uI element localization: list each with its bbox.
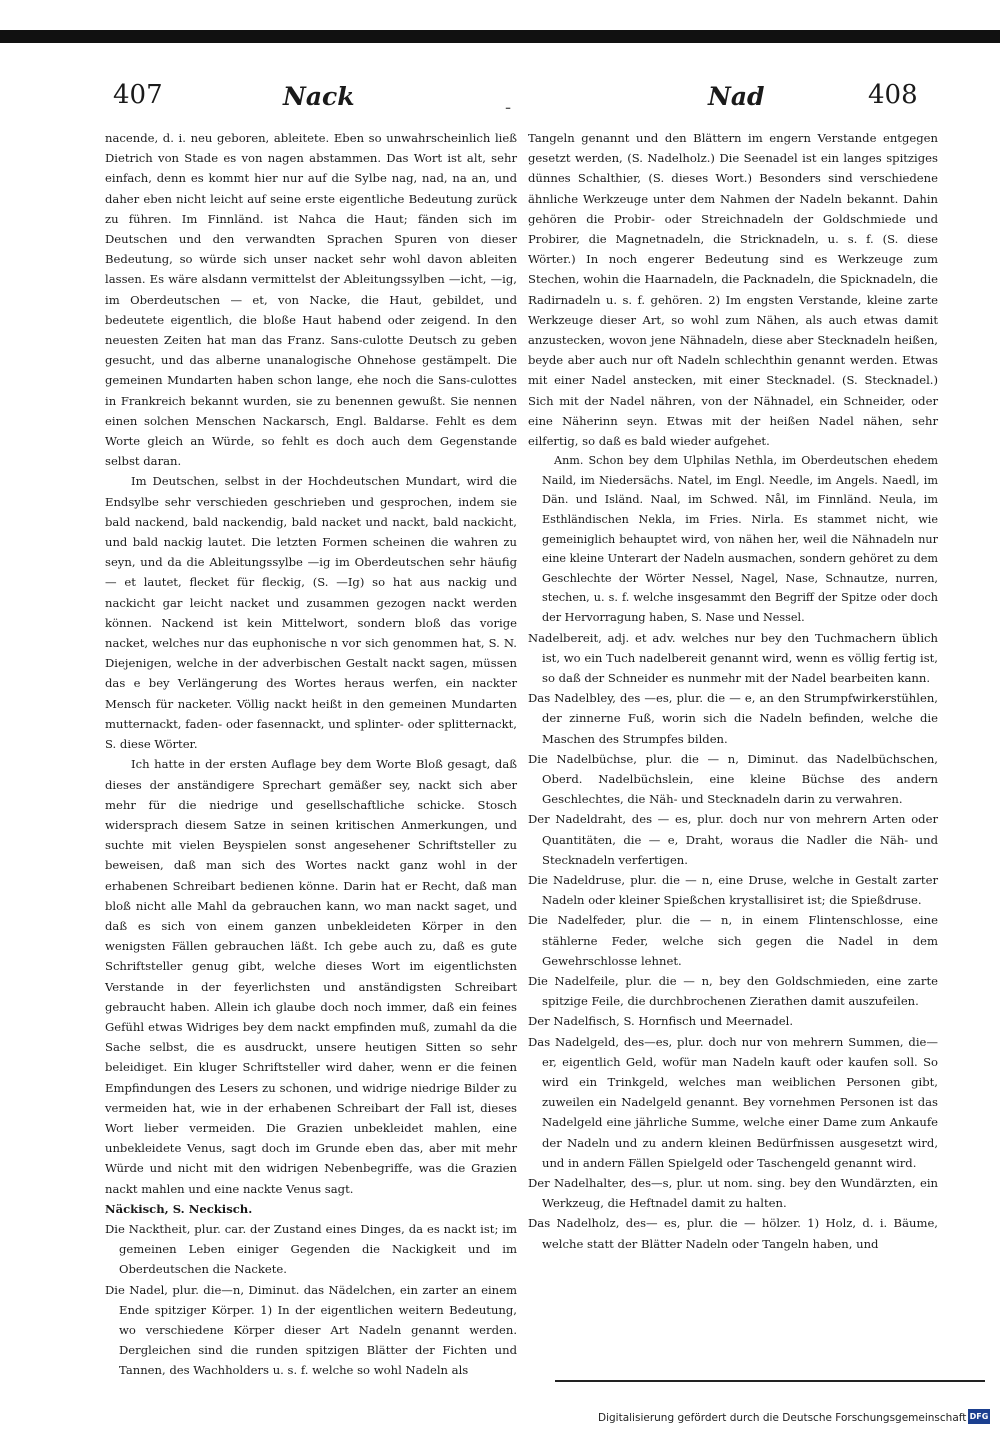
scan-top-border	[0, 30, 1000, 43]
paragraph: Ich hatte in der ersten Auflage bey dem Worte Bloß gesagt, daß dieses der anständigere Sprechart gemäßer sey, nackt sich aber mehr für die niedrige und gesellschaftliche schicke. Stosch widersprach diesem Satze in seinen kritischen Anmerkungen, und suchte mit vielen Beyspielen sonst angesehener Schriftsteller zu beweisen, daß man sich des Wortes nackt ganz wohl in der erhabenen Schreibart bedienen könne. Darin hat er Recht, daß man bloß nicht alle Mahl da gebrauchen kann, wo man nackt saget, und daß es sich von einem ganzen unbekleideten Körper in den wenigsten Fällen gebrauchen läßt. Ich gebe auch zu, daß es gute Schriftsteller genug gibt, welche dieses Wort im eigentlichsten Verstande in der feyerlichsten und anständigsten Schreibart gebraucht haben. Allein ich glaube doch noch immer, daß ein feines Gefühl etwas Widriges bey dem nackt empfinden muß, zumahl da die Sache selbst, die es ausdruckt, unsere heutigen Sitten so sehr beleidiget. Ein kluger Schriftsteller wird daher, wenn er die feinen Empfindungen des Lesers zu schonen, und widrige niedrige Bilder zu vermeiden hat, wie in der erhabenen Schreibart der Fall ist, dieses Wort lieber vermeiden. Die Grazien unbekleidet mahlen, eine unbekleidete Venus, sagt doch im Grunde eben das, aber mit mehr Würde und nicht mit den widrigen Nebenbegriffe, was die Grazien nackt mahlen und eine nackte Venus sagt.	[105, 757, 517, 1196]
paragraph: Die Nadelbüchse, plur. die — n, Diminut. das Nadelbüchschen, Oberd. Nadelbüchslein, eine kleine Büchse des andern Geschlechtes, die Näh- und Stecknadeln darin zu verwahren.	[528, 751, 938, 807]
left-text-column	[105, 128, 517, 1378]
paragraph: nacende, d. i. neu geboren, ableitete. Eben so unwahrscheinlich ließ Dietrich von Stade es von nagen abstammen. Das Wort ist alt, sehr einfach, denn es kommt hier nur auf die Sylbe nag, nad, na an, und daher eben nicht leicht auf seine erste eigentliche Bedeutung zurück zu führen. Im Finnländ. ist Nahca die Haut; fänden sich im Deutschen und den verwandten Sprachen Spuren von dieser Bedeutung, so würde sich unser nacket sehr wohl davon ableiten lassen. Es wäre alsdann vermittelst der Ableitungssylben —icht, —ig, im Oberdeutschen — et, von Nacke, die Haut, gebildet, und bedeutete eigentlich, die bloße Haut habend oder zeigend. In den neuesten Zeiten hat man das Franz. Sans-culotte Deutsch zu geben gesucht, und das alberne unanalogische Ohnehose gestämpelt. Die gemeinen Mundarten haben schon lange, ehe noch die Sans-culottes in Frankreich bekannt wurden, sie zu benennen gewußt. Sie nennen einen solchen Menschen Nackarsch, Engl. Baldarse. Fehlt es dem Worte gleich an Würde, so fehlt es doch auch dem Gegenstande selbst daran.	[105, 131, 517, 469]
paragraph: Das Nadelgeld, des—es, plur. doch nur von mehrern Summen, die—er, eigentlich Geld, wofür man Nadeln kauft oder kaufen soll. So wird ein Trinkgeld, welches man weiblichen Personen gibt, zuweilen ein Nadelgeld genannt. Bey vornehmen Personen ist das Nadelgeld eine jährliche Summe, welche einer Dame zum Ankaufe der Nadeln und zu andern kleinen Bedürfnissen ausgesetzt wird, und in andern Fällen Spielgeld oder Taschengeld genannt wird.	[528, 1034, 938, 1170]
paragraph: Im Deutschen, selbst in der Hochdeutschen Mundart, wird die Endsylbe sehr verschieden geschrieben und gesprochen, indem sie bald nackend, bald nackendig, bald nacket und nackt, bald nackicht, und bald nackig lautet. Die letzten Formen scheinen die wahren zu seyn, und da die Ableitungssylbe —ig im Oberdeutschen sehr häufig — et lautet, flecket für fleckig, (S. —Ig) so hat aus nackig und nackicht gar leicht nacket und zusammen gezogen nackt werden können. Nackend ist kein Mittelwort, sondern bloß das vorige nacket, welches nur das euphonische n vor sich genommen hat, S. N. Diejenigen, welche in der adverbischen Gestalt nackt sagen, müssen das e bey Verlängerung des Wortes heraus werfen, ein nackter Mensch für nacketer. Völlig nackt heißt in den gemeinen Mundarten mutternackt, faden- oder fasennackt, und splinter- oder splitternackt, S. diese Wörter.	[105, 474, 517, 752]
digitization-credit: Digitalisierung gefördert durch die Deutsche Forschungsgemeinschaft	[598, 1412, 967, 1424]
paragraph: Anm. Schon bey dem Ulphilas Nethla, im Oberdeutschen ehedem Naild, im Niedersächs. Natel, im Engl. Needle, im Angels. Naedl, im Dän. und Isländ. Naal, im Schwed. Nål, im Finnländ. Neula, im Esthländischen Nekla, im Fries. Nirla. Es stammet nicht, wie gemeiniglich behauptet wird, von nähen her, weil die Nähnadeln nur eine kleine Unterart der Nadeln ausmachen, sondern gehöret zu dem Geschlechte der Wörter Nessel, Nagel, Nase, Schnautze, nurren, stechen, u. s. f. welche insgesammt den Begriff der Spitze oder doch der Hervorragung haben, S. Nase und Nessel.	[542, 454, 938, 624]
paragraph: Die Nacktheit, plur. car. der Zustand eines Dinges, da es nackt ist; im gemeinen Leben einiger Gegenden die Nackigkeit und im Oberdeutschen die Nackete.	[105, 1221, 517, 1277]
right-text-column	[528, 128, 938, 1251]
paragraph: Näckisch, S. Neckisch.	[105, 1201, 253, 1216]
paragraph: Tangeln genannt und den Blättern im engern Verstande entgegen gesetzt werden, (S. Nadelholz.) Die Seenadel ist ein langes spitziges dünnes Schalthier, (S. dieses Wort.) Besonders sind verschiedene ähnliche Werkzeuge unter dem Nahmen der Nadeln bekannt. Dahin gehören die Probir- oder Streichnadeln der Goldschmiede und Probirer, die Magnetnadeln, die Stricknadeln, u. s. f. (S. diese Wörter.) In noch engerer Bedeutung sind es Werkzeuge zum Stechen, wohin die Haarnadeln, die Packnadeln, die Spicknadeln, die Radirnadeln u. s. f. gehören. 2) Im engsten Verstande, kleine zarte Werkzeuge dieser Art, so wohl zum Nähen, als auch etwas damit anzustecken, wovon jene Nähnadeln, diese aber Stecknadeln heißen, beyde aber auch nur oft Nadeln schlechthin genannt werden. Etwas mit einer Nadel anstecken, mit einer Stecknadel. (S. Stecknadel.) Sich mit der Nadel nähren, von der Nähnadel, ein Schneider, oder eine Näherinn seyn. Etwas mit der heißen Nadel nähen, sehr eilfertig, so daß es bald wieder aufgehet.	[528, 131, 938, 449]
paragraph: Nadelbereit, adj. et adv. welches nur bey den Tuchmachern üblich ist, wo ein Tuch nadelbereit genannt wird, wenn es völlig fertig ist, so daß der Schneider es nunmehr mit der Nadel bearbeiten kann.	[528, 630, 938, 685]
dfg-logo: DFG	[968, 1409, 990, 1424]
paragraph: Das Nadelbley, des —es, plur. die — e, an den Strumpfwirkerstühlen, der zinnerne Fuß, worin sich die Nadeln befinden, welche die Maschen des Strumpfes bilden.	[528, 691, 938, 746]
paragraph: Die Nadeldruse, plur. die — n, eine Druse, welche in Gestalt zarter Nadeln oder kleiner Spießchen krystallisiret ist; die Spießdruse.	[528, 873, 938, 908]
paragraph: Die Nadelfeile, plur. die — n, bey den Goldschmieden, eine zarte spitzige Feile, die durchbrochenen Zierathen damit auszufeilen.	[528, 974, 938, 1009]
paragraph: Die Nadel, plur. die—n, Diminut. das Nädelchen, ein zarter an einem Ende spitziger Körper. 1) In der eigentlichen weitern Bedeutung, wo verschiedene Körper dieser Art Nadeln genannt werden. Dergleichen sind die runden spitzigen Blätter der Fichten und Tannen, des Wachholders u. s. f. welche so wohl Nadeln als	[105, 1282, 517, 1378]
right-page-number: 408	[868, 80, 918, 110]
paragraph: Das Nadelholz, des— es, plur. die — hölzer. 1) Holz, d. i. Bäume, welche statt der Blätter Nadeln oder Tangeln haben, und	[528, 1216, 938, 1251]
right-running-head: Nad	[708, 82, 765, 111]
gutter-mark: -	[505, 97, 512, 118]
footer-rule	[555, 1380, 985, 1382]
left-page-number: 407	[113, 80, 163, 110]
paragraph: Der Nadelfisch, S. Hornfisch und Meernadel.	[528, 1014, 794, 1029]
left-running-head: Nack	[283, 82, 355, 111]
paragraph: Der Nadeldraht, des — es, plur. doch nur von mehrern Arten oder Quantitäten, die — e, Draht, woraus die Nadler die Näh- und Stecknadeln verfertigen.	[528, 812, 938, 867]
paragraph: Die Nadelfeder, plur. die — n, in einem Flintenschlosse, eine stählerne Feder, welche sich gegen die Nadel in dem Gewehrschlosse lehnet.	[528, 913, 938, 968]
paragraph: Der Nadelhalter, des—s, plur. ut nom. sing. bey den Wundärzten, ein Werkzeug, die Heftnadel damit zu halten.	[528, 1176, 938, 1211]
